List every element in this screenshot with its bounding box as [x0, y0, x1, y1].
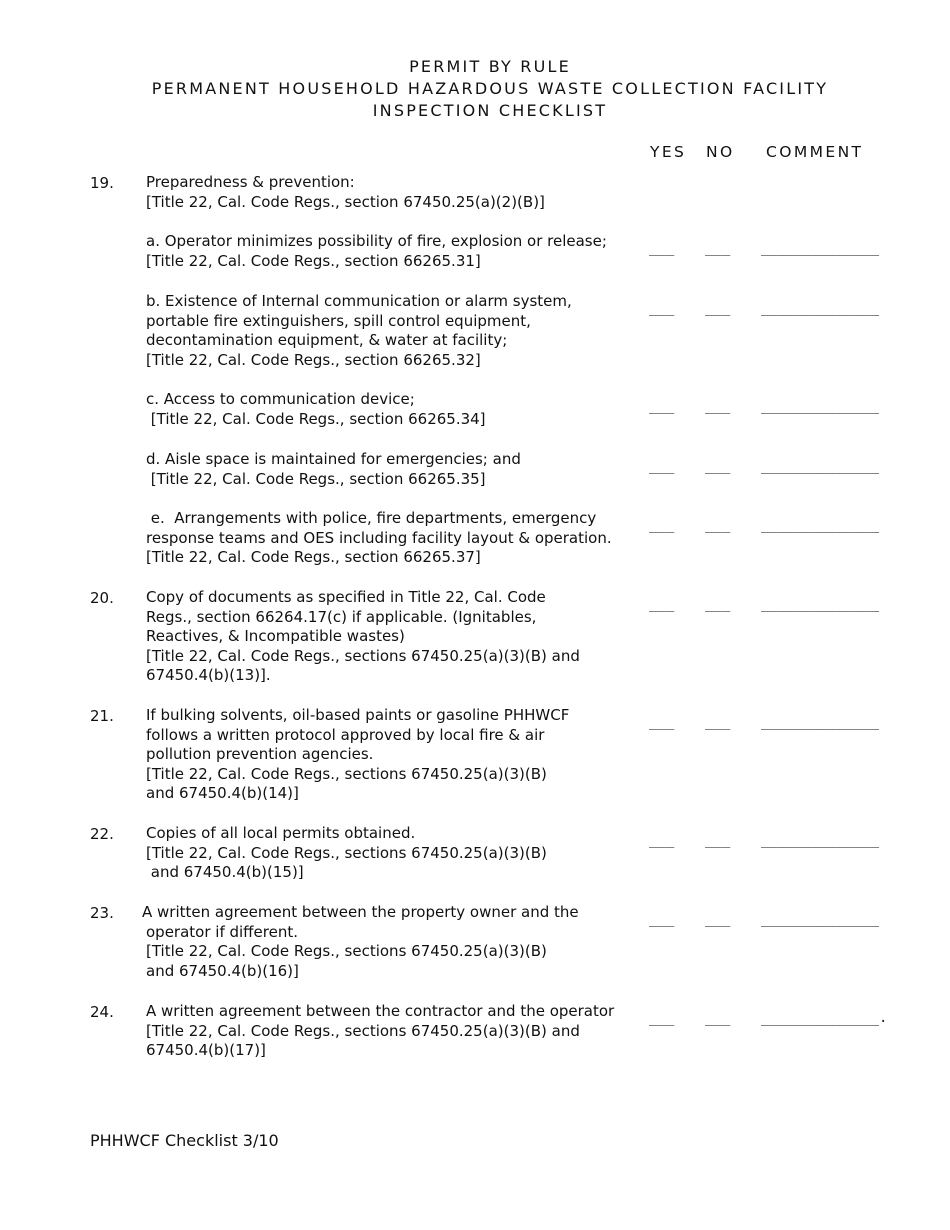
item-text-line: Copy of documents as specified in Title 22, Cal. Code [146, 588, 546, 606]
document-heading: INSPECTION CHECKLIST [372, 101, 608, 120]
item-text-line: Regs., section 66264.17(c) if applicable. (Ignitables, [146, 607, 537, 626]
item-text-line: portable fire extinguishers, spill control equipment, [146, 311, 531, 330]
no-answer-blank[interactable]: ___ [705, 911, 731, 927]
item-text-line: If bulking solvents, oil-based paints or gasoline PHHWCF [146, 706, 570, 724]
item-number: 23. [90, 904, 114, 922]
item-number: 24. [90, 1003, 114, 1021]
column-header-no: NO [706, 143, 735, 161]
document-title: PERMIT BY RULE [409, 57, 571, 76]
no-answer-blank[interactable]: ___ [705, 832, 731, 848]
item-text-line: Reactives, & Incompatible wastes) [146, 627, 405, 645]
item-number: 21. [90, 707, 114, 725]
yes-answer-blank[interactable]: ___ [649, 911, 675, 927]
item-text-line: c. Access to communication device; [146, 390, 415, 408]
no-answer-blank[interactable]: ___ [705, 398, 731, 414]
item-19b-text [146, 292, 572, 370]
item-23-text [142, 903, 579, 981]
comment-blank[interactable]: ______________ [761, 517, 880, 533]
yes-answer-blank[interactable]: ___ [649, 517, 675, 533]
item-number: 22. [90, 825, 114, 843]
item-text-line: A written agreement between the property owner and the [142, 903, 579, 921]
no-answer-blank[interactable]: ___ [705, 714, 731, 730]
item-19-text [146, 173, 545, 212]
document-subtitle: PERMANENT HOUSEHOLD HAZARDOUS WASTE COLLECTION FACILITY [151, 79, 829, 98]
item-citation: and 67450.4(b)(16)] [146, 961, 299, 980]
no-answer-blank[interactable]: ___ [705, 300, 731, 316]
comment-blank[interactable]: ______________ [761, 398, 880, 414]
item-text-line: operator if different. [146, 922, 298, 941]
comment-blank[interactable]: ______________ [761, 596, 880, 612]
item-citation: [Title 22, Cal. Code Regs., section 67450.25(a)(2)(B)] [146, 192, 545, 211]
item-citation: [Title 22, Cal. Code Regs., section 66265.32] [146, 350, 481, 369]
comment-blank[interactable]: ______________ [761, 240, 880, 256]
item-number: 19. [90, 174, 114, 192]
item-citation: [Title 22, Cal. Code Regs., sections 67450.25(a)(3)(B) and [146, 646, 580, 665]
item-text-line: follows a written protocol approved by local fire & air [146, 725, 545, 744]
column-header-comment: COMMENT [766, 143, 864, 161]
yes-answer-blank[interactable]: ___ [649, 714, 675, 730]
item-text-line: pollution prevention agencies. [146, 745, 374, 763]
item-text-line: decontamination equipment, & water at facility; [146, 331, 508, 349]
item-citation: [Title 22, Cal. Code Regs., section 66265.34] [146, 409, 486, 428]
item-24-text [146, 1002, 614, 1061]
comment-blank[interactable]: ______________ [761, 911, 880, 927]
item-citation: and 67450.4(b)(15)] [146, 863, 304, 881]
item-20-text [146, 588, 580, 686]
yes-answer-blank[interactable]: ___ [649, 300, 675, 316]
item-citation: [Title 22, Cal. Code Regs., sections 67450.25(a)(3)(B) and [146, 1021, 580, 1040]
item-citation: 67450.4(b)(17)] [146, 1041, 266, 1059]
comment-blank[interactable]: ______________ [761, 458, 880, 474]
item-text-line: a. Operator minimizes possibility of fire, explosion or release; [146, 232, 607, 250]
item-19c-text [146, 390, 486, 429]
no-answer-blank[interactable]: ___ [705, 458, 731, 474]
item-citation: [Title 22, Cal. Code Regs., section 66265.37] [146, 548, 481, 566]
page-footer: PHHWCF Checklist 3/10 [90, 1131, 279, 1150]
item-22-text [146, 824, 547, 883]
item-19a-text [146, 232, 607, 271]
comment-blank[interactable]: ______________. [761, 1010, 888, 1026]
comment-blank[interactable]: ______________ [761, 300, 880, 316]
no-answer-blank[interactable]: ___ [705, 596, 731, 612]
comment-blank[interactable]: ______________ [761, 832, 880, 848]
item-citation: and 67450.4(b)(14)] [146, 784, 299, 802]
item-text-line: e. Arrangements with police, fire departments, emergency [146, 509, 597, 527]
no-answer-blank[interactable]: ___ [705, 240, 731, 256]
comment-blank[interactable]: ______________ [761, 714, 880, 730]
item-citation: [Title 22, Cal. Code Regs., sections 67450.25(a)(3)(B) [146, 764, 547, 783]
item-19e-text [146, 509, 612, 568]
item-number: 20. [90, 589, 114, 607]
yes-answer-blank[interactable]: ___ [649, 596, 675, 612]
item-text-line: response teams and OES including facility layout & operation. [146, 528, 612, 547]
yes-answer-blank[interactable]: ___ [649, 398, 675, 414]
yes-answer-blank[interactable]: ___ [649, 240, 675, 256]
item-text-line: Preparedness & prevention: [146, 173, 355, 191]
yes-answer-blank[interactable]: ___ [649, 458, 675, 474]
item-19d-text [146, 450, 521, 489]
item-citation: [Title 22, Cal. Code Regs., sections 67450.25(a)(3)(B) [146, 843, 547, 862]
item-citation: [Title 22, Cal. Code Regs., section 66265.31] [146, 251, 481, 270]
item-21-text [146, 706, 569, 804]
column-header-yes: YES [650, 143, 687, 161]
item-citation: 67450.4(b)(13)]. [146, 666, 271, 684]
item-text-line: b. Existence of Internal communication or alarm system, [146, 292, 572, 310]
item-citation: [Title 22, Cal. Code Regs., section 66265.35] [146, 469, 486, 488]
no-answer-blank[interactable]: ___ [705, 517, 731, 533]
item-text-line: d. Aisle space is maintained for emergencies; and [146, 450, 521, 468]
yes-answer-blank[interactable]: ___ [649, 832, 675, 848]
yes-answer-blank[interactable]: ___ [649, 1010, 675, 1026]
item-text-line: A written agreement between the contractor and the operator [146, 1002, 615, 1020]
item-citation: [Title 22, Cal. Code Regs., sections 67450.25(a)(3)(B) [146, 942, 547, 960]
no-answer-blank[interactable]: ___ [705, 1010, 731, 1026]
item-text-line: Copies of all local permits obtained. [146, 824, 416, 842]
